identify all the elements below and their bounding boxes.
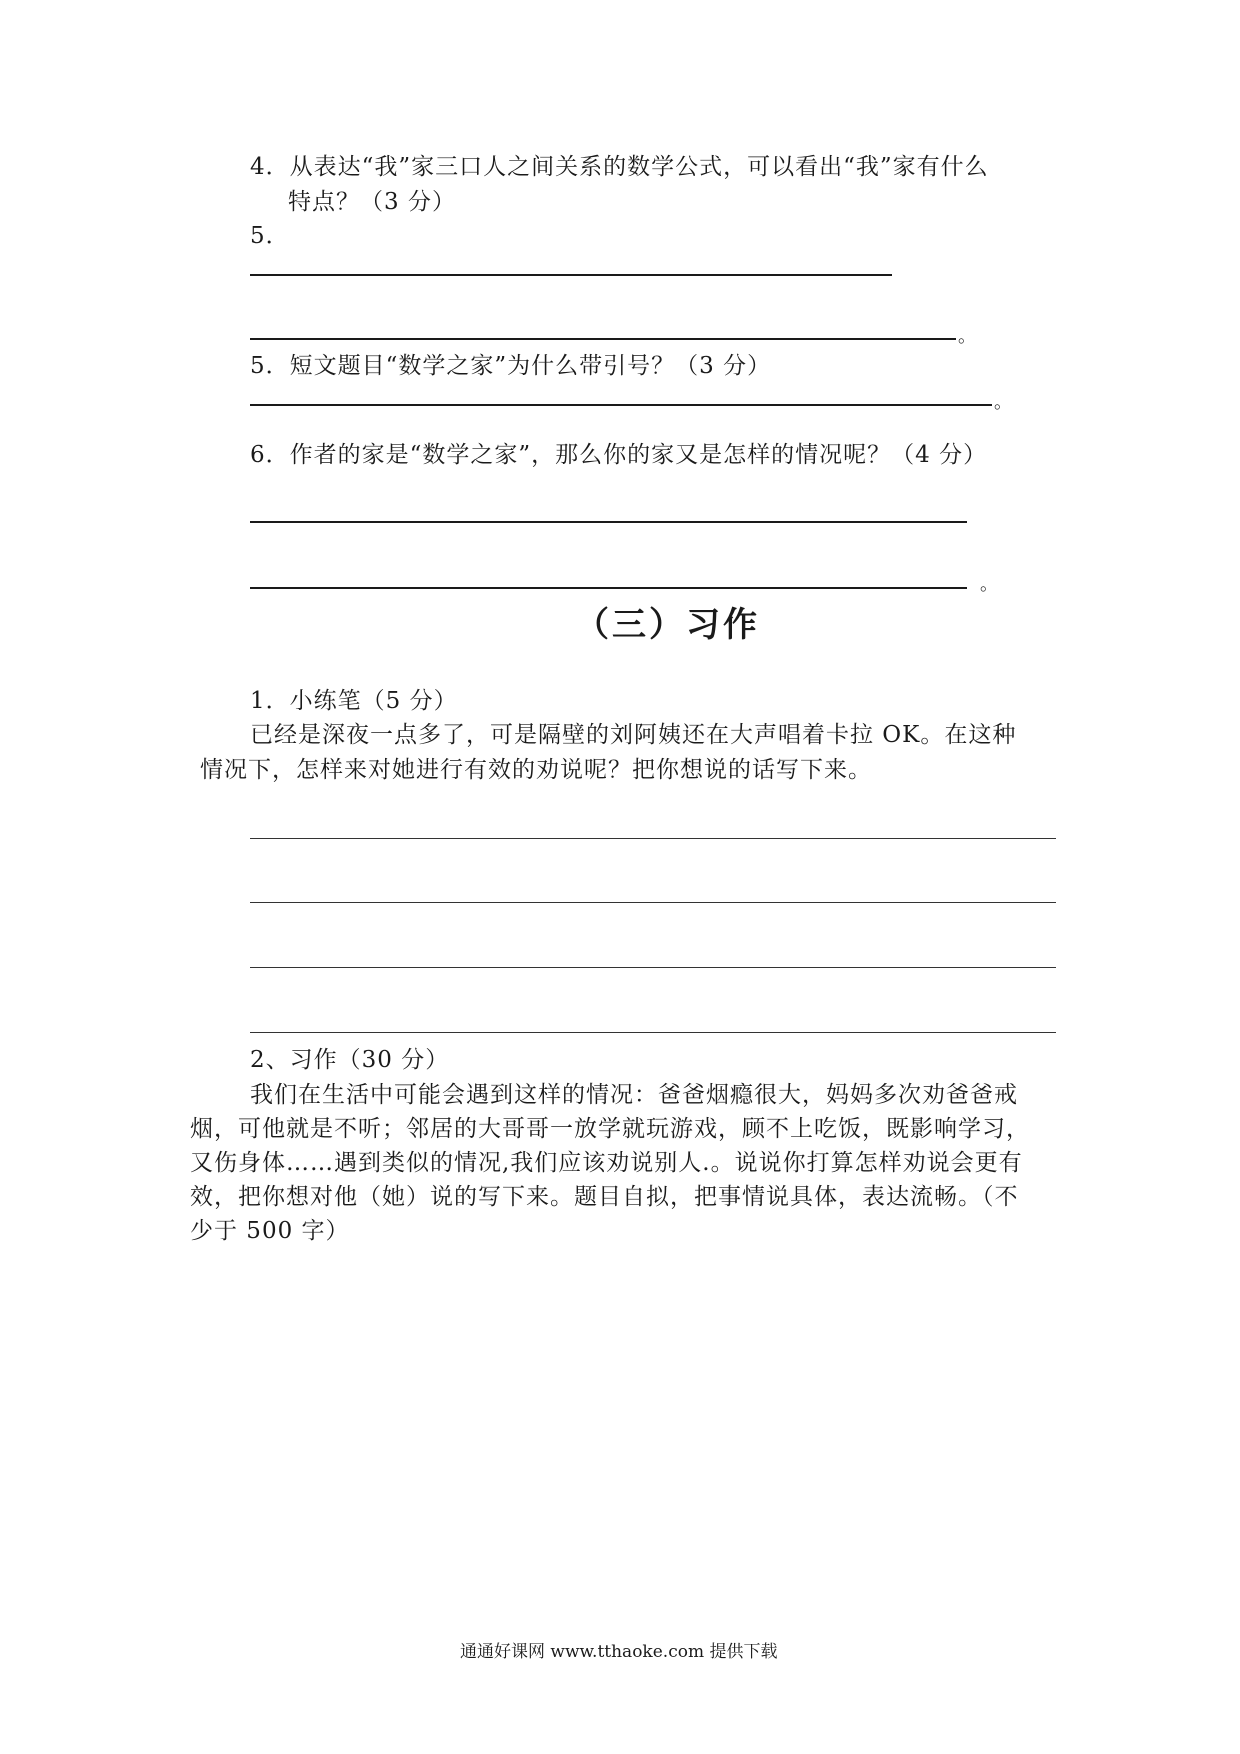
answer-line[interactable]: [250, 274, 892, 276]
writing-line[interactable]: [250, 838, 1056, 839]
writing-line[interactable]: [250, 967, 1056, 968]
answer-line[interactable]: [250, 338, 956, 340]
writing-line[interactable]: [250, 902, 1056, 903]
essay-prompt-line-4: 效，把你想对他（她）说的写下来。题目自拟，把事情说具体，表达流畅。（不: [190, 1184, 1019, 1210]
essay-prompt-line-2: 烟，可他就是不听；邻居的大哥哥一放学就玩游戏，顾不上吃饭，既影响学习，: [190, 1116, 1030, 1142]
essay-prompt-line-5: 少于 500 字）: [190, 1218, 350, 1244]
sentence-period: 。: [958, 326, 976, 347]
question-5: 5．短文题目“数学之家”为什么带引号？（3 分）: [250, 353, 772, 379]
answer-line[interactable]: [250, 521, 967, 523]
practice-heading: 1．小练笔（5 分）: [250, 688, 458, 714]
essay-prompt-line-1: 我们在生活中可能会遇到这样的情况：爸爸烟瘾很大，妈妈多次劝爸爸戒: [250, 1082, 1018, 1108]
question-4-answer-prefix: 5．: [250, 223, 290, 249]
question-6: 6．作者的家是“数学之家”，那么你的家又是怎样的情况呢？（4 分）: [250, 442, 988, 468]
practice-prompt-line-1: 已经是深夜一点多了，可是隔壁的刘阿姨还在大声唱着卡拉 OK。在这种: [250, 722, 1017, 748]
question-4-line-2: 特点？（3 分）: [288, 189, 456, 215]
sentence-period: 。: [994, 392, 1012, 413]
answer-line[interactable]: [250, 587, 967, 589]
section-title: （三）习作: [575, 605, 760, 645]
essay-prompt-line-3: 又伤身体……遇到类似的情况,我们应该劝说别人.。说说你打算怎样劝说会更有: [190, 1150, 1023, 1176]
question-4-line-1: 4．从表达“我”家三口人之间关系的数学公式，可以看出“我”家有什么: [250, 154, 989, 180]
sentence-period: 。: [980, 574, 998, 595]
practice-prompt-line-2: 情况下，怎样来对她进行有效的劝说呢？把你想说的话写下来。: [200, 757, 872, 783]
essay-heading: 2、习作（30 分）: [250, 1047, 450, 1073]
writing-line[interactable]: [250, 1032, 1056, 1033]
page-footer: 通通好课网 www.tthaoke.com 提供下载: [460, 1642, 778, 1662]
answer-line[interactable]: [250, 404, 992, 406]
